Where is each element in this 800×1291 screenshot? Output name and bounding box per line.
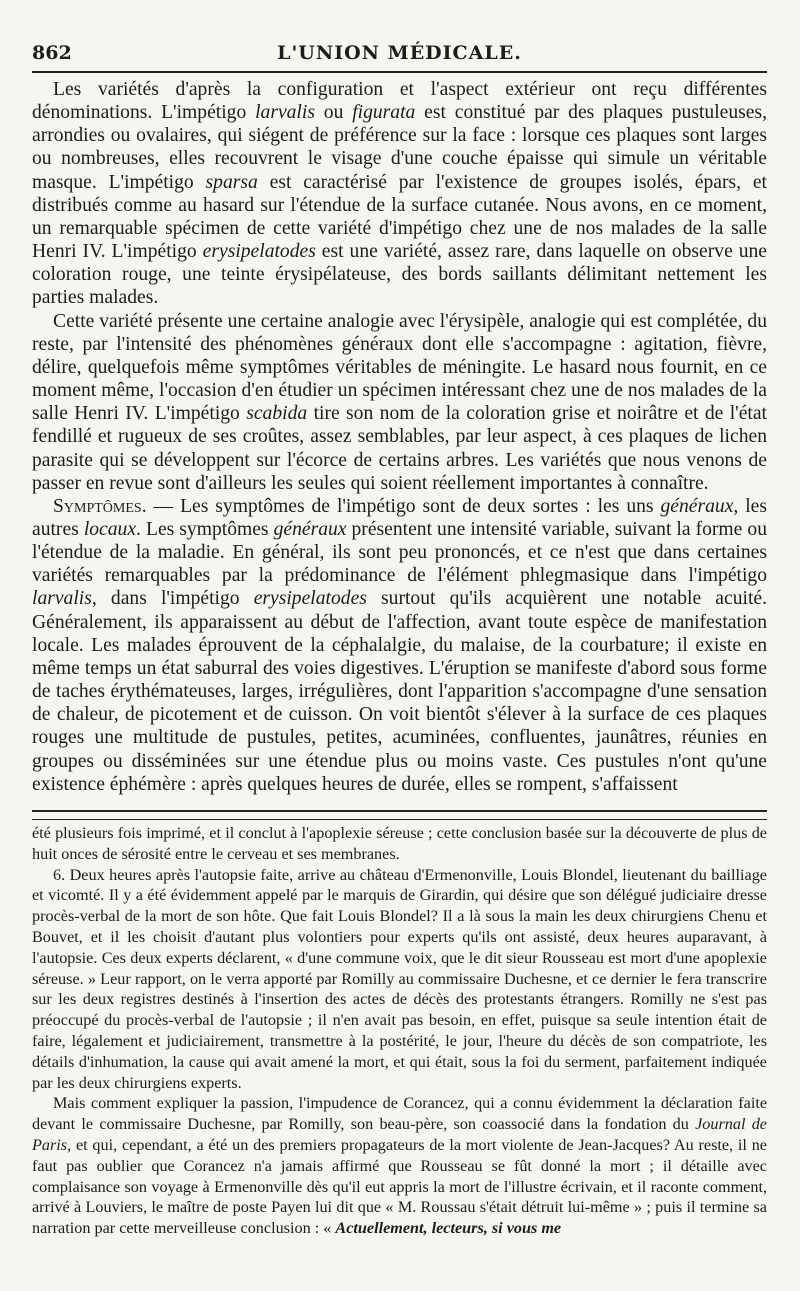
footnote-6: 6. Deux heures après l'autopsie faite, arrive au château d'Ermenonville, Louis Blondel, lieutenant du bailliage et vicomté. Il y a été évidemment appelé par le marquis de Girardin, qui désire que son délégué judiciaire dresse procès-verbal de la mort de son hôte. Que fait Louis Blondel? Il a là sous la main les deux chirurgiens Chenu et Bouvet, et il les choisit d'autant plus volontiers pour experts qu'ils ont assisté, deux heures auparavant, à l'autopsie. Ces deux experts déclarent, « d'une commune voix, que le dit sieur Rousseau est mort d'une apoplexie séreuse. » Leur rapport, on le verra apporté par Romilly au commissaire Duchesne, et ce dernier le fera transcrire sur les deux registres destinés à l'insertion des actes de décès des protestants étrangers. Romilly ne s'est pas préoccupé du procès-verbal de l'autopsie ; il n'en avait pas besoin, en effet, puisque sa seule intention était de faire, légalement et judiciairement, transmettre à la postérité, le jour, l'heure du décès de son compatriote, les détails d'inhumation, la cause qui avait amené la mort, et qui était, sous la foi du serment, parfaitement indiquée par les deux chirurgiens experts. bbox=[32, 865, 767, 1092]
journal-title: L'UNION MÉDICALE. bbox=[277, 42, 522, 64]
paragraph-symptoms: Symptômes. — Les symptômes de l'impétigo sont de deux sortes : les uns généraux, les autres locaux. Les symptômes généraux présentent une intensité variable, suivant la forme ou l'étendue de la maladie. En général, ils sont peu prononcés, et ce n'est que dans certaines variétés remarquables par la prédominance de l'élément phlegmasique dans l'impétigo larvalis, dans l'impétigo erysipelatodes surtout qu'ils acquièrent une notable acuité. Généralement, ils apparaissent au début de l'affection, avant toute espèce de manifestation locale. Les malades éprouvent de la céphalalgie, du malaise, de la courbature; il existe en même temps un état saburral des voies digestives. L'éruption se manifeste d'abord sous forme de taches érythémateuses, larges, irrégulières, dont l'apparition s'accompagne d'une sensation de chaleur, de picotement et de cuisson. On voit bientôt s'élever à la surface de ces plaques rouges une multitude de pustules, petites, acuminées, confluentes, jaunâtres, réunies en groupes ou disséminées sur une étendue plus ou moins vaste. Ces pustules n'ont qu'une existence éphémère : après quelques heures de durée, elles se rompent, s'affaissent bbox=[32, 495, 767, 795]
section-heading-symptomes: Symptômes. bbox=[53, 495, 147, 517]
main-text bbox=[32, 78, 767, 796]
footnotes bbox=[32, 823, 767, 1239]
running-header bbox=[32, 36, 767, 70]
footnote-separator bbox=[32, 810, 767, 820]
paragraph-varieties: Les variétés d'après la configuration et l'aspect extérieur ont reçu différentes dénominations. L'impétigo larvalis ou figurata est constitué par des plaques pustuleuses, arrondies ou ovalaires, qui siégent de préférence sur la face : lorsque ces plaques sont larges ou nombreuses, elles recouvrent le visage d'une couche épaisse qui simule un véritable masque. L'impétigo sparsa est caractérisé par l'existence de groupes isolés, épars, et distribués comme au hasard sur l'étendue de la surface cutanée. Nous avons, en ce moment, un remarquable spécimen de cette variété d'impétigo chez une de nos malades de la salle Henri IV. L'impétigo erysipelatodes est une variété, assez rare, dans laquelle on observe une coloration rouge, une teinte érysipélateuse, des bords saillants délimitant nettement les parties malades. bbox=[32, 79, 768, 309]
footnote-continuation: été plusieurs fois imprimé, et il conclut à l'apoplexie séreuse ; cette conclusion basée sur la découverte de plus de huit onces de sérosité entre le cerveau et ses membranes. bbox=[32, 824, 767, 863]
header-rule bbox=[32, 71, 767, 73]
footnote-paragraph-corancez: Mais comment expliquer la passion, l'impudence de Corancez, qui a connu évidemment la déclaration faite devant le commissaire Duchesne, par Romilly, son beau-père, son coassocié dans la fondation du Journal de Paris, et qui, cependant, a été un des premiers propagateurs de la mort violente de Jean-Jacques? Au reste, il ne faut pas oublier que Corancez n'a jamais affirmé que Rousseau se fût donné la mort ; il détaille avec complaisance son voyage à Ermenonville dès qu'il eut appris la mort de l'illustre écrivain, et il raconte comment, arrivé à Louviers, le maître de poste Payen lui dit que « M. Roussau s'était détruit lui-même » ; puis il termine sa narration par cette merveilleuse conclusion : « Actuellement, lecteurs, si vous me bbox=[32, 1094, 767, 1238]
paragraph-analogy: Cette variété présente une certaine analogie avec l'érysipèle, analogie qui est complétée, du reste, par l'intensité des phénomènes généraux dont elle s'accompagne : agitation, fièvre, délire, quelquefois même symptômes véritables de méningite. Le hasard nous fournit, en ce moment même, l'occasion d'en étudier un spécimen intéressant chez une de nos malades de la salle Henri IV. L'impétigo scabida tire son nom de la coloration grise et noirâtre et de l'état fendillé et rugueux de ses croûtes, assez semblables, par leur aspect, à ces plaques de lichen parasite qui se développent sur l'écorce de certains arbres. Les variétés que nous venons de passer en revue sont d'ailleurs les seules qui soient réellement importantes à connaître. bbox=[32, 310, 768, 494]
page-number: 862 bbox=[32, 42, 72, 64]
